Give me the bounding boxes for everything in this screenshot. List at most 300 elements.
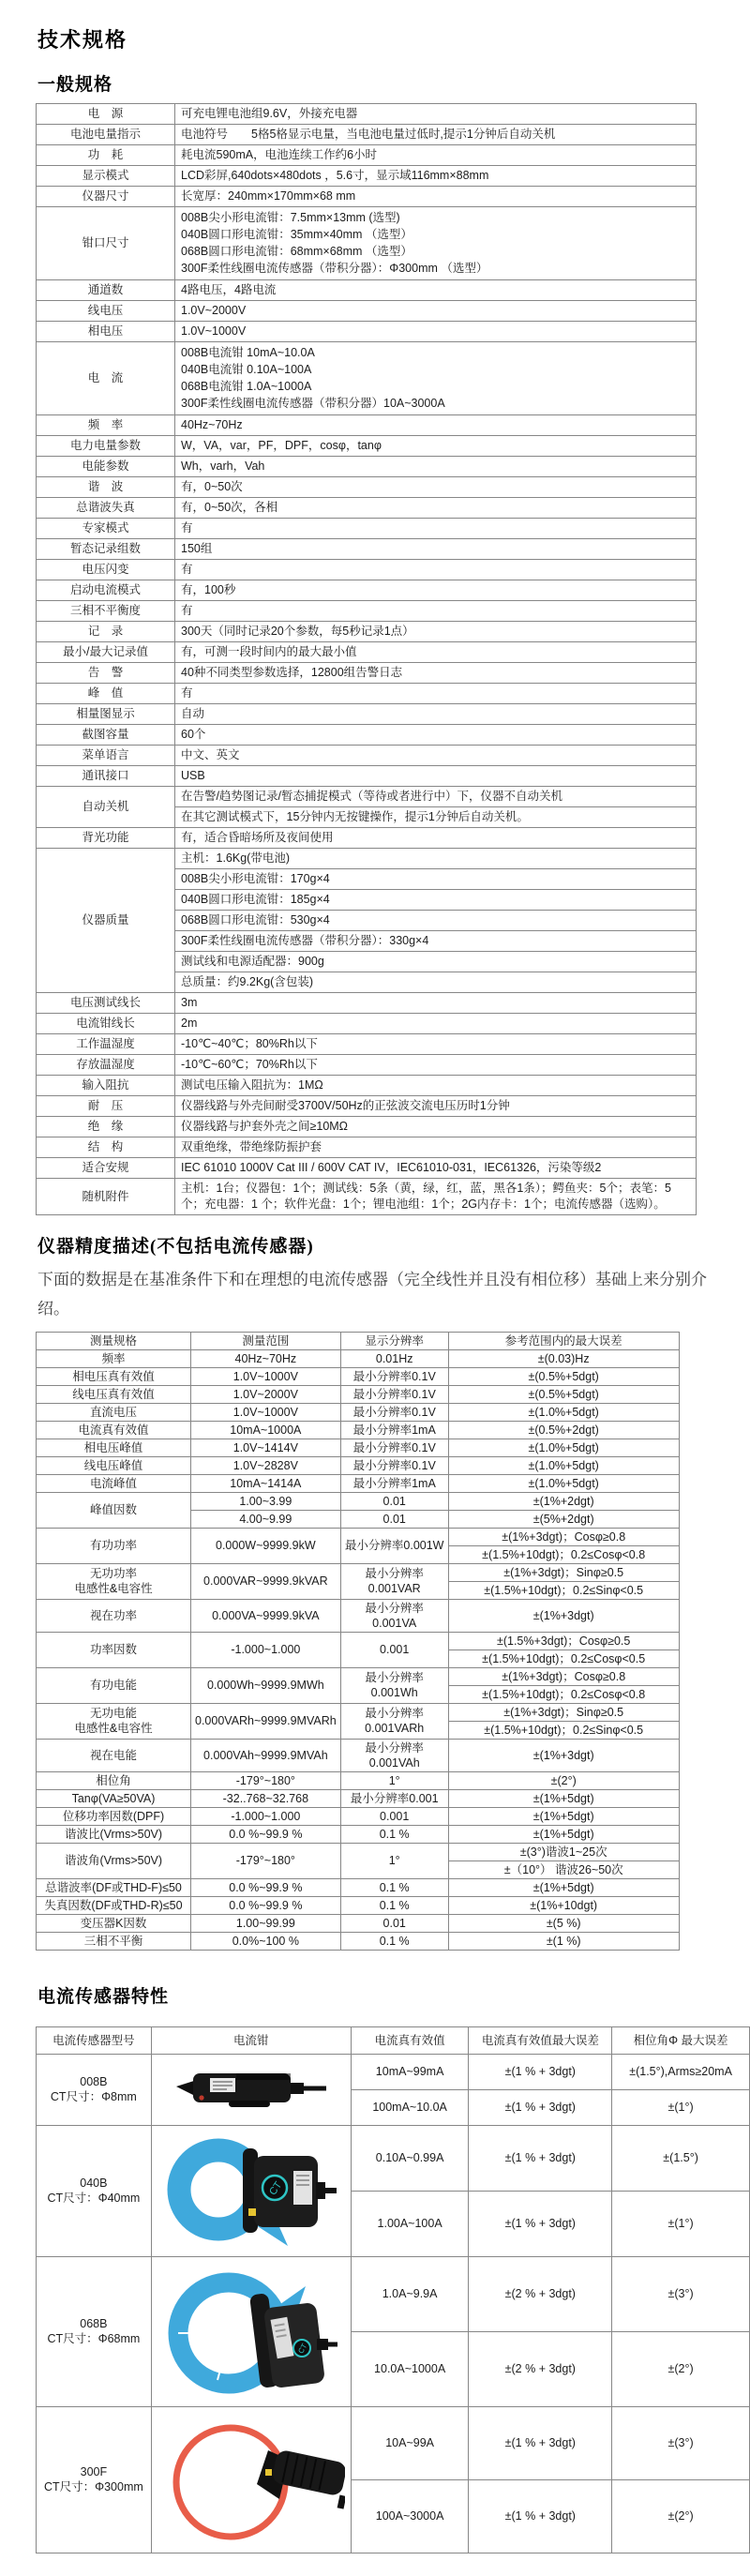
sensor-current-error: ±(1 % + 3dgt) (469, 2089, 612, 2125)
accuracy-header-cell: 参考范围内的最大误差 (448, 1332, 679, 1349)
accuracy-label: 视在功率 (37, 1599, 191, 1632)
spec-row (37, 322, 697, 342)
accuracy-row (37, 1878, 680, 1896)
accuracy-table-body (37, 1349, 680, 1950)
spec-label: 电 源 (37, 104, 175, 125)
spec-value: 仪器线路与护套外壳之间≥10MΩ (175, 1117, 697, 1137)
spec-label: 通讯接口 (37, 766, 175, 787)
accuracy-resolution: 0.01 (340, 1510, 448, 1528)
sensors-heading: 电流传感器特性 (38, 1986, 170, 2007)
accuracy-error: ±(1.5%+10dgt)；0.2≤Cosφ<0.8 (448, 1545, 679, 1563)
accuracy-row (37, 1896, 680, 1914)
spec-value: 3m (175, 993, 697, 1014)
accuracy-label: 相电压峰值 (37, 1439, 191, 1456)
sensor-phase-error: ±(2°) (612, 2331, 750, 2406)
sensor-model-line: 040B (80, 2177, 108, 2191)
spec-row (37, 601, 697, 622)
accuracy-error: ±(0.03)Hz (448, 1349, 679, 1367)
spec-label: 工作温湿度 (37, 1034, 175, 1055)
spec-row (37, 539, 697, 560)
spec-label: 背光功能 (37, 828, 175, 849)
accuracy-row (37, 1914, 680, 1932)
spec-label: 截图容量 (37, 725, 175, 746)
spec-row (37, 766, 697, 787)
spec-label: 功 耗 (37, 145, 175, 166)
spec-value: 40种不同类型参数选择，12800组告警日志 (175, 663, 697, 684)
spec-row (37, 993, 697, 1014)
accuracy-resolution: 0.01 (340, 1492, 448, 1510)
sensor-phase-error: ±(1°) (612, 2191, 750, 2256)
accuracy-resolution: 最小分辨率0.001 (340, 1789, 448, 1807)
accuracy-error: ±（10°） 谐波26~50次 (448, 1860, 679, 1878)
spec-row (37, 498, 697, 519)
spec-value: 40Hz~70Hz (175, 415, 697, 436)
spec-row (37, 1137, 697, 1158)
spec-row (37, 704, 697, 725)
accuracy-label: 谐波角(Vrms>50V) (37, 1843, 191, 1878)
spec-row (37, 457, 697, 477)
accuracy-resolution: 0.01 (340, 1914, 448, 1932)
sensor-current-error: ±(1 % + 3dgt) (469, 2054, 612, 2089)
sensor-range: 10.0A~1000A (351, 2331, 469, 2406)
spec-row (37, 519, 697, 539)
spec-label: 菜单语言 (37, 746, 175, 766)
accuracy-resolution: 0.01Hz (340, 1349, 448, 1367)
accuracy-header-cell: 测量规格 (37, 1332, 191, 1349)
spec-row (37, 1158, 697, 1179)
accuracy-error: ±(1.0%+5dgt) (448, 1474, 679, 1492)
spec-row (37, 187, 697, 207)
spec-value: 008B尖小形电流钳：170g×4 (175, 869, 697, 890)
sensor-model-line: 300F (80, 2465, 108, 2479)
spec-value-line: 040B圆口形电流钳：35mm×40mm （选型） (181, 228, 412, 241)
accuracy-resolution: 最小分辨率0.1V (340, 1385, 448, 1403)
spec-row (37, 207, 697, 280)
accuracy-range: 0.000VARh~9999.9MVARh (191, 1703, 341, 1739)
accuracy-error: ±(0.5%+2dgt) (448, 1421, 679, 1439)
spec-label: 钳口尺寸 (37, 207, 175, 280)
spec-value: 自动 (175, 704, 697, 725)
accuracy-row (37, 1349, 680, 1367)
spec-label: 仪器尺寸 (37, 187, 175, 207)
spec-value: 可充电锂电池组9.6V，外接充电器 (175, 104, 697, 125)
spec-label: 启动电流模式 (37, 580, 175, 601)
spec-value: 有，100秒 (175, 580, 697, 601)
sensor-range: 10mA~99mA (351, 2054, 469, 2089)
accuracy-label: 变压器K因数 (37, 1914, 191, 1932)
sensor-photo-cell (151, 2125, 351, 2256)
spec-value: 040B圆口形电流钳：185g×4 (175, 890, 697, 911)
accuracy-range: -179°~180° (191, 1843, 341, 1878)
spec-row (37, 436, 697, 457)
accuracy-resolution: 1° (340, 1843, 448, 1878)
accuracy-error: ±(1.5%+10dgt)；0.2≤Cosφ<0.5 (448, 1650, 679, 1667)
spec-label: 适合安规 (37, 1158, 175, 1179)
spec-label: 暂态记录组数 (37, 539, 175, 560)
accuracy-range: -1.000~1.000 (191, 1807, 341, 1825)
sensor-range: 0.10A~0.99A (351, 2125, 469, 2191)
accuracy-error: ±(1.0%+5dgt) (448, 1456, 679, 1474)
general-spec-table (36, 103, 697, 1215)
sensor-table (36, 2026, 750, 2553)
page-title: 技术规格 (38, 28, 128, 52)
accuracy-label: 有功功率 (37, 1528, 191, 1563)
accuracy-table (36, 1332, 680, 1951)
sensor-photo-cell (151, 2256, 351, 2406)
accuracy-range: 1.0V~1414V (191, 1439, 341, 1456)
sensor-row (37, 2406, 750, 2479)
clamp-008b-image (171, 2059, 332, 2119)
spec-value: 电池符号 5格5格显示电量，当电池电量过低时,提示1分钟后自动关机 (175, 125, 697, 145)
spec-row (37, 746, 697, 766)
spec-value: 有，可测一段时间内的最大最小值 (175, 642, 697, 663)
spec-label: 电流钳线长 (37, 1014, 175, 1034)
accuracy-error: ±(1%+5dgt) (448, 1807, 679, 1825)
accuracy-label: 谐波比(Vrms>50V) (37, 1825, 191, 1843)
accuracy-range: 0.000W~9999.9kW (191, 1528, 341, 1563)
accuracy-row (37, 1421, 680, 1439)
accuracy-label: 相位角 (37, 1771, 191, 1789)
coil-300f-photo (158, 2409, 345, 2550)
section-general (0, 70, 750, 1215)
spec-value: 仪器线路与外壳间耐受3700V/50Hz的正弦波交流电压历时1分钟 (175, 1096, 697, 1117)
accuracy-row (37, 1367, 680, 1385)
accuracy-error: ±(1%+3dgt)；Cosφ≥0.8 (448, 1528, 679, 1545)
clamp-068b-image (163, 2262, 339, 2401)
accuracy-resolution: 最小分辨率0.001Wh (340, 1667, 448, 1703)
accuracy-row (37, 1703, 680, 1721)
spec-row (37, 642, 697, 663)
section-accuracy (0, 1232, 750, 1951)
spec-value: W，VA，var，PF，DPF，cosφ，tanφ (175, 436, 697, 457)
accuracy-label: 峰值因数 (37, 1492, 191, 1528)
accuracy-label (37, 1703, 191, 1739)
accuracy-label: 线电压峰值 (37, 1456, 191, 1474)
spec-row (37, 166, 697, 187)
accuracy-row (37, 1599, 680, 1632)
accuracy-resolution: 最小分辨率0.001VAh (340, 1739, 448, 1771)
accuracy-range: 40Hz~70Hz (191, 1349, 341, 1367)
accuracy-range: -1.000~1.000 (191, 1632, 341, 1667)
spec-label: 频 率 (37, 415, 175, 436)
spec-value: Wh，varh，Vah (175, 457, 697, 477)
accuracy-row (37, 1771, 680, 1789)
spec-value: 在其它测试模式下，15分钟内无按键操作，提示1分钟后自动关机。 (175, 807, 697, 828)
sensor-phase-error: ±(1.5°) (612, 2125, 750, 2191)
spec-value: 有，0~50次，各相 (175, 498, 697, 519)
accuracy-resolution: 最小分辨率0.001VARh (340, 1703, 448, 1739)
sensor-current-error: ±(2 % + 3dgt) (469, 2331, 612, 2406)
accuracy-range: 1.0V~1000V (191, 1403, 341, 1421)
spec-value: 有 (175, 601, 697, 622)
accuracy-error: ±(3°)谐波1~25次 (448, 1843, 679, 1860)
spec-value: 测试线和电源适配器：900g (175, 952, 697, 972)
accuracy-range: -179°~180° (191, 1771, 341, 1789)
accuracy-range: 0.000Wh~9999.9MWh (191, 1667, 341, 1703)
spec-label: 输入阻抗 (37, 1076, 175, 1096)
sensor-header-cell: 相位角Φ 最大误差 (612, 2026, 750, 2054)
spec-row (37, 301, 697, 322)
sensor-model (37, 2256, 152, 2406)
spec-label: 电力电量参数 (37, 436, 175, 457)
accuracy-range: 0.0%~100 % (191, 1932, 341, 1950)
spec-label: 电 流 (37, 342, 175, 415)
spec-label: 专家模式 (37, 519, 175, 539)
accuracy-table-head (37, 1332, 680, 1349)
sensor-range: 100mA~10.0A (351, 2089, 469, 2125)
accuracy-range: 0.000VA~9999.9kVA (191, 1599, 341, 1632)
accuracy-error: ±(1%+3dgt) (448, 1599, 679, 1632)
accuracy-header-cell: 显示分辨率 (340, 1332, 448, 1349)
accuracy-row (37, 1667, 680, 1685)
spec-value: 有 (175, 519, 697, 539)
sensor-phase-error: ±(3°) (612, 2406, 750, 2479)
accuracy-range: -32..768~32.768 (191, 1789, 341, 1807)
sensor-range: 10A~99A (351, 2406, 469, 2479)
spec-row (37, 1096, 697, 1117)
sensor-model-line: CT尺寸：Φ40mm (47, 2192, 141, 2206)
spec-label: 最小/最大记录值 (37, 642, 175, 663)
accuracy-resolution: 0.001 (340, 1632, 448, 1667)
accuracy-header-cell: 测量范围 (191, 1332, 341, 1349)
spec-value-line: 300F柔性线圈电流传感器（带积分器）：Φ300mm （选型） (181, 262, 488, 275)
spec-label: 相电压 (37, 322, 175, 342)
accuracy-range: 0.0 %~99.9 % (191, 1878, 341, 1896)
sensor-model-line: CT尺寸：Φ300mm (43, 2480, 143, 2494)
accuracy-resolution: 最小分辨率0.1V (340, 1439, 448, 1456)
accuracy-range: 0.0 %~99.9 % (191, 1825, 341, 1843)
accuracy-label (37, 1563, 191, 1599)
accuracy-range: 0.000VAh~9999.9MVAh (191, 1739, 341, 1771)
spec-label: 电池电量指示 (37, 125, 175, 145)
accuracy-label: 位移功率因数(DPF) (37, 1807, 191, 1825)
accuracy-error: ±(1.0%+5dgt) (448, 1403, 679, 1421)
accuracy-range: 0.000VAR~9999.9kVAR (191, 1563, 341, 1599)
spec-label: 总谐波失真 (37, 498, 175, 519)
spec-value: 有，0~50次 (175, 477, 697, 498)
accuracy-row (37, 1807, 680, 1825)
accuracy-error: ±(2°) (448, 1771, 679, 1789)
spec-label: 显示模式 (37, 166, 175, 187)
spec-value: -10℃~60℃；70%Rh以下 (175, 1055, 697, 1076)
sensor-row (37, 2054, 750, 2089)
spec-label: 随机附件 (37, 1179, 175, 1215)
spec-value: 1.0V~1000V (175, 322, 697, 342)
accuracy-error: ±(1.5%+10dgt)；0.2≤Sinφ<0.5 (448, 1721, 679, 1739)
accuracy-range: 10mA~1414A (191, 1474, 341, 1492)
spec-label: 耐 压 (37, 1096, 175, 1117)
spec-row (37, 145, 697, 166)
accuracy-error: ±(0.5%+5dgt) (448, 1367, 679, 1385)
spec-label: 线电压 (37, 301, 175, 322)
accuracy-error: ±(1.5%+10dgt)；0.2≤Cosφ<0.8 (448, 1685, 679, 1703)
general-heading: 一般规格 (38, 75, 113, 95)
sensor-current-error: ±(1 % + 3dgt) (469, 2479, 612, 2553)
spec-row (37, 1076, 697, 1096)
spec-row (37, 1055, 697, 1076)
accuracy-row (37, 1932, 680, 1950)
sensor-header-row (37, 2026, 750, 2054)
accuracy-label: 电流峰值 (37, 1474, 191, 1492)
spec-value-line: 068B圆口形电流钳：68mm×68mm （选型） (181, 245, 412, 258)
accuracy-error: ±(1.0%+5dgt) (448, 1439, 679, 1456)
accuracy-label-line: 无功功率 (89, 1567, 137, 1581)
accuracy-row (37, 1825, 680, 1843)
accuracy-row (37, 1528, 680, 1545)
sensor-row (37, 2125, 750, 2191)
spec-value: 测试电压输入阻抗为：1MΩ (175, 1076, 697, 1096)
spec-row (37, 787, 697, 807)
spec-value: 068B圆口形电流钳：530g×4 (175, 911, 697, 931)
sensor-phase-error: ±(1.5°),Arms≥20mA (612, 2054, 750, 2089)
spec-value: 总质量：约9.2Kg(含包装) (175, 972, 697, 993)
spec-value-line: 040B电流钳 0.10A~100A (181, 363, 312, 376)
sensor-model (37, 2054, 152, 2125)
accuracy-label: 三相不平衡 (37, 1932, 191, 1950)
sensor-phase-error: ±(2°) (612, 2479, 750, 2553)
spec-row (37, 663, 697, 684)
sensor-model (37, 2406, 152, 2553)
sensor-header-cell: 电流真有效值最大误差 (469, 2026, 612, 2054)
spec-label: 绝 缘 (37, 1117, 175, 1137)
sensor-photo-cell (151, 2406, 351, 2553)
accuracy-resolution: 0.1 % (340, 1896, 448, 1914)
clamp-040b-photo (158, 2130, 345, 2252)
accuracy-error: ±(1%+5dgt) (448, 1878, 679, 1896)
accuracy-label: 线电压真有效值 (37, 1385, 191, 1403)
spec-value: 60个 (175, 725, 697, 746)
spec-row (37, 560, 697, 580)
accuracy-range: 0.0 %~99.9 % (191, 1896, 341, 1914)
sensor-model-line: CT尺寸：Φ8mm (50, 2090, 137, 2104)
spec-label: 结 构 (37, 1137, 175, 1158)
spec-value: 有 (175, 684, 697, 704)
accuracy-error: ±(1%+3dgt)；Sinφ≥0.5 (448, 1703, 679, 1721)
accuracy-error: ±(1 %) (448, 1932, 679, 1950)
accuracy-range: 1.00~99.99 (191, 1914, 341, 1932)
spec-value: LCD彩屏,640dots×480dots ，5.6寸，显示域116mm×88mm (175, 166, 697, 187)
accuracy-label: 功率因数 (37, 1632, 191, 1667)
accuracy-error: ±(1%+10dgt) (448, 1896, 679, 1914)
spec-label: 相量图显示 (37, 704, 175, 725)
spec-value (175, 342, 697, 415)
accuracy-error: ±(1%+5dgt) (448, 1789, 679, 1807)
spec-label: 自动关机 (37, 787, 175, 828)
spec-row (37, 1014, 697, 1034)
spec-value: IEC 61010 1000V Cat III / 600V CAT IV，IEC61010-031，IEC61326，污染等级2 (175, 1158, 697, 1179)
accuracy-label: 有功电能 (37, 1667, 191, 1703)
spec-row (37, 849, 697, 869)
accuracy-row (37, 1739, 680, 1771)
accuracy-header-row (37, 1332, 680, 1349)
accuracy-resolution: 最小分辨率0.001VA (340, 1599, 448, 1632)
spec-row (37, 415, 697, 436)
spec-value: 2m (175, 1014, 697, 1034)
accuracy-resolution: 0.1 % (340, 1932, 448, 1950)
spec-value: 在告警/趋势图记录/暂态捕捉模式（等待或者进行中）下，仪器不自动关机 (175, 787, 697, 807)
spec-value-line: 300F柔性线圈电流传感器（带积分器）10A~3000A (181, 397, 445, 410)
accuracy-error: ±(1%+3dgt) (448, 1739, 679, 1771)
sensor-row (37, 2256, 750, 2331)
sensor-model-line: 008B (80, 2075, 108, 2089)
accuracy-resolution: 0.001 (340, 1807, 448, 1825)
spec-value: 300天（同时记录20个参数，每5秒记录1点） (175, 622, 697, 642)
spec-row (37, 1117, 697, 1137)
sensor-model (37, 2125, 152, 2256)
spec-value: 有 (175, 560, 697, 580)
accuracy-intro: 下面的数据是在基准条件下和在理想的电流传感器（完全线性并且没有相位移）基础上来分别介绍。 (38, 1271, 707, 1318)
accuracy-resolution: 最小分辨率1mA (340, 1474, 448, 1492)
spec-row (37, 622, 697, 642)
accuracy-row (37, 1563, 680, 1581)
accuracy-range: 1.0V~2828V (191, 1456, 341, 1474)
spec-value: 4路电压，4路电流 (175, 280, 697, 301)
spec-label: 记 录 (37, 622, 175, 642)
sensor-current-error: ±(1 % + 3dgt) (469, 2406, 612, 2479)
accuracy-row (37, 1843, 680, 1860)
sensor-current-error: ±(2 % + 3dgt) (469, 2256, 612, 2331)
accuracy-row (37, 1456, 680, 1474)
spec-row (37, 580, 697, 601)
accuracy-resolution: 0.1 % (340, 1825, 448, 1843)
spec-value: 300F柔性线圈电流传感器（带积分器）：330g×4 (175, 931, 697, 952)
spec-row (37, 280, 697, 301)
accuracy-label-line: 电感性&电容性 (74, 1722, 153, 1736)
sensor-range: 1.00A~100A (351, 2191, 469, 2256)
sensor-range: 100A~3000A (351, 2479, 469, 2553)
accuracy-range: 1.0V~2000V (191, 1385, 341, 1403)
accuracy-row (37, 1439, 680, 1456)
spec-value-line: 008B尖小形电流钳：7.5mm×13mm (选型) (181, 211, 400, 224)
accuracy-label: 失真因数(DF或THD-R)≤50 (37, 1896, 191, 1914)
clamp-008b-photo (158, 2059, 345, 2119)
accuracy-error: ±(5%+2dgt) (448, 1510, 679, 1528)
sensor-current-error: ±(1 % + 3dgt) (469, 2191, 612, 2256)
spec-value: 长宽厚：240mm×170mm×68 mm (175, 187, 697, 207)
accuracy-label: 直流电压 (37, 1403, 191, 1421)
sensor-phase-error: ±(3°) (612, 2256, 750, 2331)
sensor-range: 1.0A~9.9A (351, 2256, 469, 2331)
spec-row (37, 1179, 697, 1215)
sensor-model-line: 068B (80, 2317, 108, 2331)
sensor-header-cell: 电流钳 (151, 2026, 351, 2054)
accuracy-row (37, 1474, 680, 1492)
accuracy-row (37, 1632, 680, 1650)
clamp-068b-photo (158, 2262, 345, 2401)
accuracy-range: 10mA~1000A (191, 1421, 341, 1439)
spec-label: 告 警 (37, 663, 175, 684)
spec-label: 仪器质量 (37, 849, 175, 993)
accuracy-label: 视在电能 (37, 1739, 191, 1771)
spec-row (37, 342, 697, 415)
spec-label: 电能参数 (37, 457, 175, 477)
spec-value: 有，适合昏暗场所及夜间使用 (175, 828, 697, 849)
accuracy-resolution: 最小分辨率1mA (340, 1421, 448, 1439)
accuracy-error: ±(1%+2dgt) (448, 1492, 679, 1510)
accuracy-row (37, 1789, 680, 1807)
accuracy-resolution: 最小分辨率0.1V (340, 1456, 448, 1474)
accuracy-range: 1.0V~1000V (191, 1367, 341, 1385)
accuracy-error: ±(1.5%+10dgt)；0.2≤Sinφ<0.5 (448, 1581, 679, 1599)
spec-label: 峰 值 (37, 684, 175, 704)
spec-row (37, 684, 697, 704)
sensor-header-cell: 电流传感器型号 (37, 2026, 152, 2054)
accuracy-label: 频率 (37, 1349, 191, 1367)
spec-label: 通道数 (37, 280, 175, 301)
sensor-header-cell: 电流真有效值 (351, 2026, 469, 2054)
spec-value: 中文、英文 (175, 746, 697, 766)
spec-row (37, 477, 697, 498)
